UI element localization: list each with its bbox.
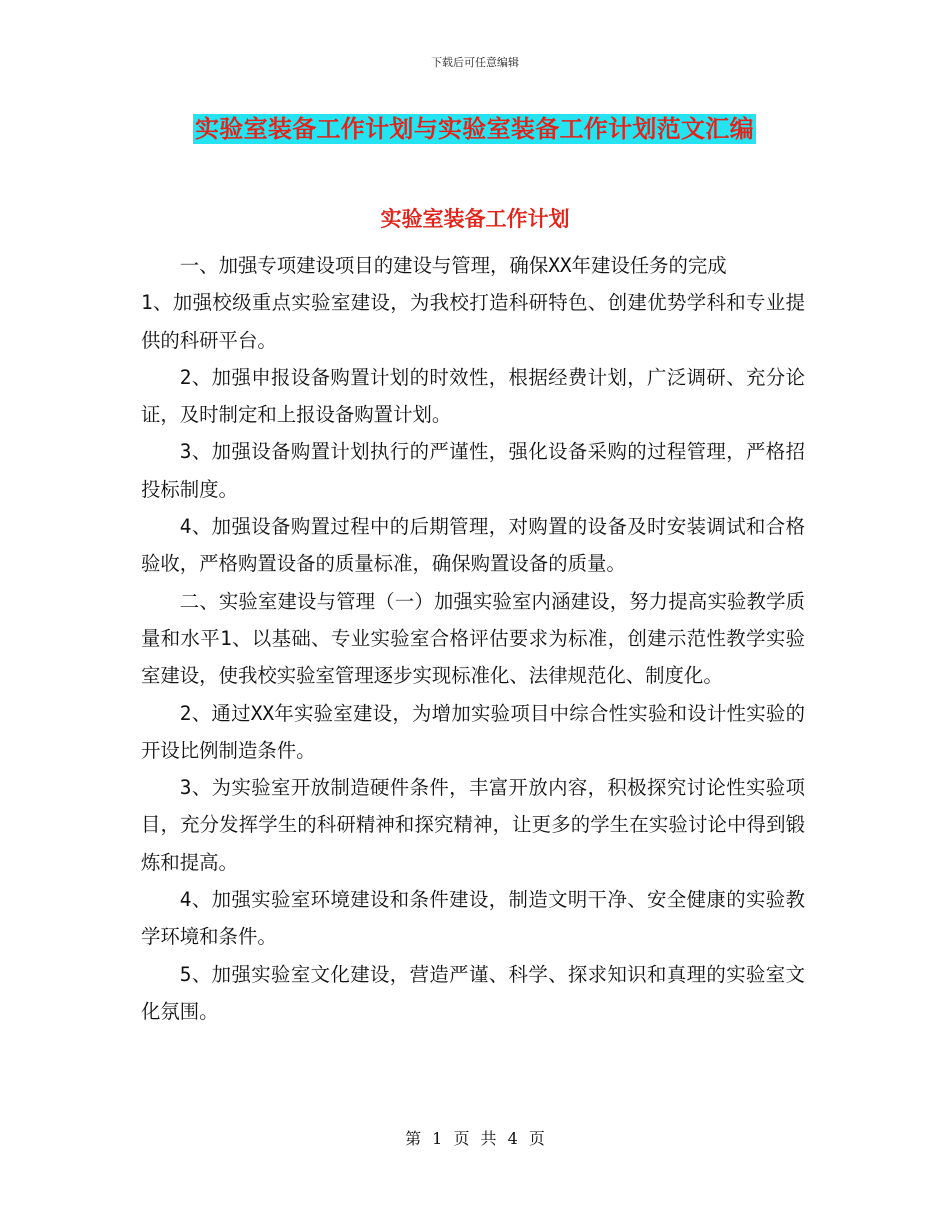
paragraph: 4、加强实验室环境建设和条件建设，制造文明干净、安全健康的实验教学环境和条件。 xyxy=(141,888,805,949)
paragraph: 1、加强校级重点实验室建设，为我校打造科研特色、创建优势学科和专业提供的科研平台。 xyxy=(141,291,805,352)
paragraph: 4、加强设备购置过程中的后期管理，对购置的设备及时安装调试和合格验收，严格购置设备的质量标准，确保购置设备的质量。 xyxy=(141,515,805,576)
paragraph: 3、为实验室开放制造硬件条件，丰富开放内容，积极探究讨论性实验项目，充分发挥学生的科研精神和探究精神，让更多的学生在实验讨论中得到锻炼和提高。 xyxy=(141,776,805,874)
document-main-title: 实验室装备工作计划与实验室装备工作计划范文汇编 xyxy=(195,114,754,143)
document-body xyxy=(141,247,805,1030)
paragraph: 一、加强专项建设项目的建设与管理，确保XX年建设任务的完成 xyxy=(179,254,727,277)
section-title: 实验室装备工作计划 xyxy=(380,206,570,231)
page-number-footer: 第 1 页 共 4 页 xyxy=(405,1129,545,1148)
paragraph: 2、通过XX年实验室建设，为增加实验项目中综合性实验和设计性实验的开设比例制造条件。 xyxy=(141,701,805,762)
paragraph: 二、实验室建设与管理（一）加强实验室内涵建设，努力提高实验教学质量和水平1、以基础、专业实验室合格评估要求为标准，创建示范性教学实验室建设，使我校实验室管理逐步实现标准化、法律规范化、制度化。 xyxy=(141,589,805,688)
header-note: 下载后可任意编辑 xyxy=(431,56,519,69)
paragraph: 3、加强设备购置计划执行的严谨性，强化设备采购的过程管理，严格招投标制度。 xyxy=(141,440,805,501)
paragraph: 2、加强申报设备购置计划的时效性，根据经费计划，广泛调研、充分论证，及时制定和上报设备购置计划。 xyxy=(141,365,805,427)
paragraph: 5、加强实验室文化建设，营造严谨、科学、探求知识和真理的实验室文化氛围。 xyxy=(141,962,805,1023)
